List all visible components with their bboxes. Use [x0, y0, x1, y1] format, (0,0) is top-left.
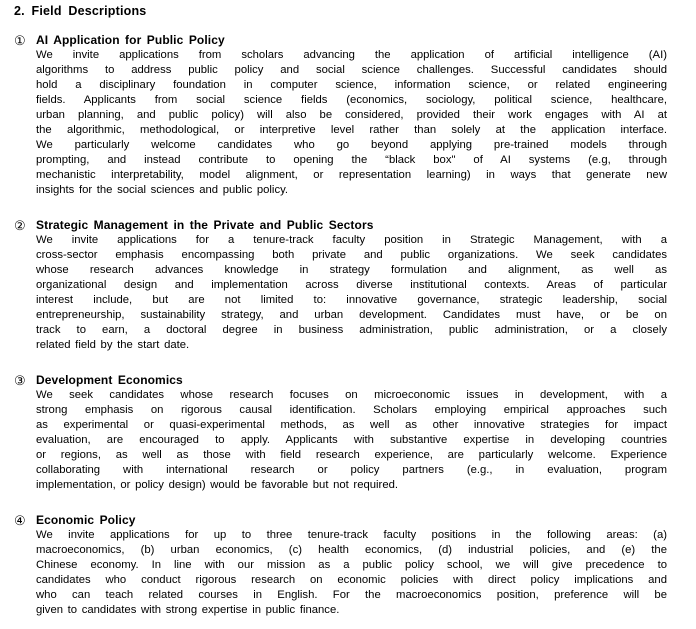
- text-line: strong emphasis on rigorous causal identification. Scholars employing empirical approaches such: [36, 404, 667, 416]
- section-paragraph: [36, 233, 667, 353]
- text-line: candidates who conduct rigorous research on economic policies with direct policy implications and: [36, 574, 667, 586]
- section-title-ai-application: AI Application for Public Policy: [36, 33, 225, 47]
- section-title-development-economics: Development Economics: [36, 373, 183, 387]
- text-line: fields. Applicants from social science fields (economics, sociology, political science, healthcare,: [36, 94, 667, 106]
- text-line: given to candidates with strong expertise in public finance.: [36, 604, 340, 616]
- text-line: collaborating with international research or policy partners (e.g., in evaluation, program: [36, 464, 667, 476]
- section-body: [36, 33, 667, 198]
- text-line: track to earn, a doctoral degree in business administration, public administration, or a closely: [36, 324, 667, 336]
- text-line: We invite applications for up to three tenure-track faculty positions in the following areas: (a): [36, 529, 667, 541]
- text-line: interest include, but are not limited to: innovative governance, strategic leadership, social: [36, 294, 667, 306]
- text-line: We particularly welcome candidates who go beyond applying pre-trained models through: [36, 139, 667, 151]
- section-title-economic-policy: Economic Policy: [36, 513, 136, 527]
- text-line: or regions, as well as those with field research experience, are particularly welcome. Experience: [36, 449, 667, 461]
- text-line: mechanistic interpretability, model alignment, or representation learning) in ways that generate new: [36, 169, 667, 181]
- section-number-3: ③: [14, 373, 26, 388]
- text-line: organizational design and implementation across diverse institutional contexts. Areas of particular: [36, 279, 667, 291]
- text-line: prompting, and instead contribute to opening the “black box" of AI systems (e.g, through: [36, 154, 667, 166]
- text-line: We seek candidates whose research focuses on microeconomic issues in development, with a: [36, 389, 667, 401]
- text-line: Chinese economy. In line with our mission as a public policy school, we will give precedence to: [36, 559, 667, 571]
- section-body: [36, 373, 667, 493]
- text-line: who can teach related courses in English. For the macroeconomics position, preference will be: [36, 589, 667, 601]
- text-line: insights for the social sciences and public policy.: [36, 184, 289, 196]
- text-line: We invite applications for a tenure-track faculty position in Strategic Management, with a: [36, 234, 667, 246]
- section-development-economics: [14, 373, 667, 493]
- text-line: related field by the start date.: [36, 339, 190, 351]
- section-body: [36, 513, 667, 618]
- section-economic-policy: [14, 513, 667, 618]
- section-body: [36, 218, 667, 353]
- text-line: implementation, or policy design) would be favorable but not required.: [36, 479, 399, 491]
- text-line: the algorithmic, methodological, or interpretive level rather than solely at the application interface.: [36, 124, 667, 136]
- text-line: algorithms to address public policy and social science challenges. Successful candidates should: [36, 64, 667, 76]
- text-line: macroeconomics, (b) urban economics, (c) health economics, (d) industrial policies, and (e) the: [36, 544, 667, 556]
- section-title-strategic-management: Strategic Management in the Private and Public Sectors: [36, 218, 374, 232]
- section-number-4: ④: [14, 513, 26, 528]
- text-line: hold a disciplinary foundation in computer science, information science, or related engineering: [36, 79, 667, 91]
- section-number-2: ②: [14, 218, 26, 233]
- text-line: as experimental or quasi-experimental methods, as well as other innovative strategies for impact: [36, 419, 667, 431]
- text-line: cross-sector emphasis encompassing both private and public organizations. We seek candidates: [36, 249, 667, 261]
- text-line: evaluation, are encouraged to apply. Applicants with substantive expertise in developing countries: [36, 434, 667, 446]
- section-paragraph: [36, 48, 667, 198]
- text-line: We invite applications from scholars advancing the application of artificial intelligence (AI): [36, 49, 667, 61]
- section-ai-application: [14, 33, 667, 198]
- text-line: entrepreneurship, sustainability strategy, and urban development. Candidates must have, or be on: [36, 309, 667, 321]
- page-title: 2. Field Descriptions: [14, 4, 147, 18]
- section-paragraph: [36, 528, 667, 618]
- text-line: urban planning, and public policy) will also be considered, provided their work engages with AI at: [36, 109, 667, 121]
- section-paragraph: [36, 388, 667, 493]
- section-number-1: ①: [14, 33, 26, 48]
- text-line: whose research advances knowledge in strategy formulation and alignment, as well as: [36, 264, 667, 276]
- section-strategic-management: [14, 218, 667, 353]
